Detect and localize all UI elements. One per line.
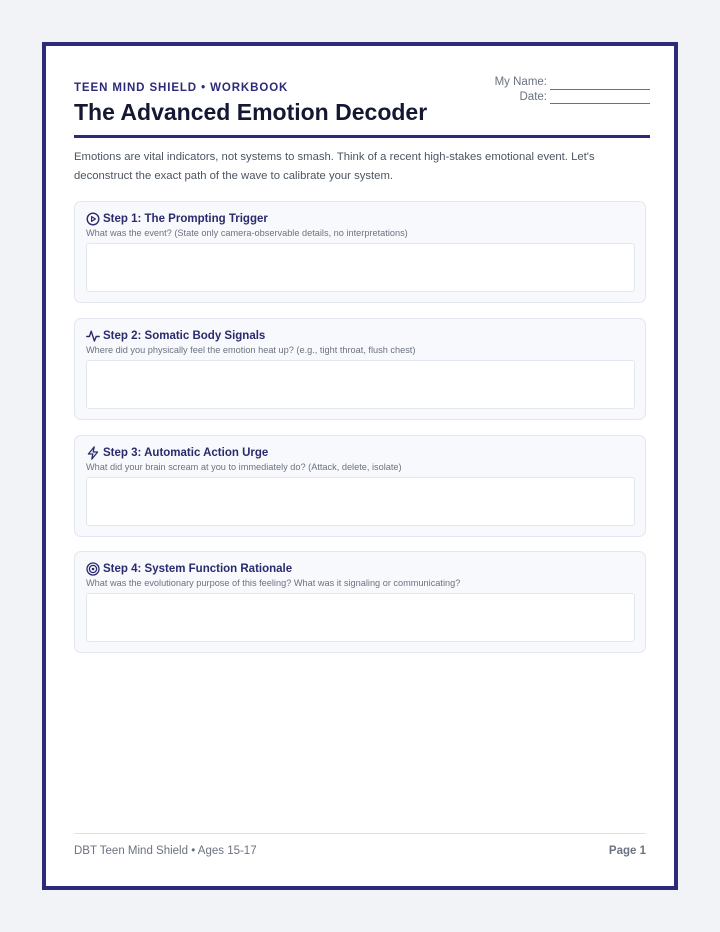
step-title: Step 2: Somatic Body Signals xyxy=(103,330,266,342)
page-title: The Advanced Emotion Decoder xyxy=(74,99,428,125)
name-date-block xyxy=(495,75,650,104)
date-line[interactable] xyxy=(550,93,650,104)
name-label: My Name: xyxy=(494,76,547,88)
step-prompt: What was the evolutionary purpose of this feeling? What was it signaling or communicating? xyxy=(86,578,461,588)
step-card-4 xyxy=(74,551,646,653)
page-number: Page 1 xyxy=(608,845,646,857)
play-circle-icon xyxy=(86,212,100,226)
step-card-1 xyxy=(74,201,646,303)
step-card-2 xyxy=(74,318,646,420)
worksheet-page xyxy=(42,42,678,890)
step-title: Step 3: Automatic Action Urge xyxy=(103,447,269,459)
name-line[interactable] xyxy=(550,79,650,90)
footer-program: DBT Teen Mind Shield • Ages 15-17 xyxy=(74,845,257,857)
date-row xyxy=(495,90,650,105)
step-prompt: What was the event? (State only camera-observable details, no interpretations) xyxy=(86,228,408,238)
target-icon xyxy=(86,562,100,576)
step-header xyxy=(86,329,265,343)
name-row xyxy=(495,75,650,90)
step-prompt: What did your brain scream at you to immediately do? (Attack, delete, isolate) xyxy=(86,462,402,472)
step-header xyxy=(86,446,268,460)
pulse-icon xyxy=(86,329,100,343)
step-header xyxy=(86,562,292,576)
step-header xyxy=(86,212,268,226)
step-1-answer-box[interactable] xyxy=(86,243,635,292)
date-label: Date: xyxy=(519,90,547,103)
step-2-answer-box[interactable] xyxy=(86,360,635,409)
step-card-3 xyxy=(74,435,646,537)
step-title: Step 1: The Prompting Trigger xyxy=(103,213,268,225)
step-prompt: Where did you physically feel the emotion heat up? (e.g., tight throat, flush chest) xyxy=(86,345,416,355)
lightning-icon xyxy=(86,446,100,460)
series-label: TEEN MIND SHIELD • WORKBOOK xyxy=(74,82,289,94)
step-4-answer-box[interactable] xyxy=(86,593,635,642)
step-3-answer-box[interactable] xyxy=(86,477,635,526)
page-footer xyxy=(74,833,646,863)
intro-paragraph: Emotions are vital indicators, not systems to smash. Think of a recent high-stakes emotional event. Let's deconstruct the exact path of the wave to calibrate your system. xyxy=(74,151,595,182)
worksheet-header xyxy=(74,72,650,138)
step-title: Step 4: System Function Rationale xyxy=(103,563,293,575)
